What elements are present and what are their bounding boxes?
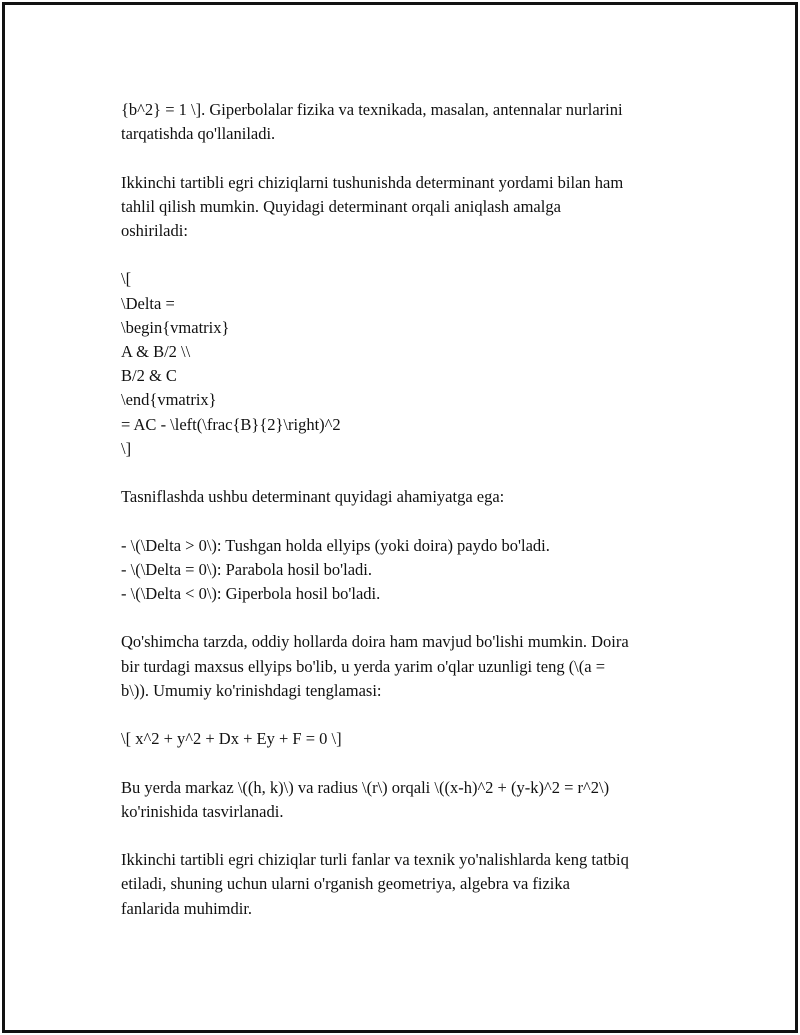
text-line: tarqatishda qo'llaniladi. (121, 124, 276, 144)
text-line: bir turdagi maxsus ellyips bo'lib, u yerda yarim o'qlar uzunligi teng (\(a = (121, 656, 606, 676)
paragraph-classification-intro (121, 485, 701, 509)
determinant-formula-block (121, 267, 701, 461)
text-line: oshiriladi: (121, 221, 188, 240)
paragraph-circle-center-radius (121, 776, 701, 824)
text-line: fanlarida muhimdir. (121, 898, 253, 918)
list-item: - \(\Delta < 0\): Giperbola hosil bo'ladi. (121, 584, 381, 603)
formula-line: \] (121, 438, 132, 458)
text-line: etiladi, shuning uchun ularni o'rganish geometriya, algebra va fizika (121, 874, 570, 894)
text-line: Tasniflashda ushbu determinant quyidagi ahamiyatga ega: (121, 487, 505, 507)
formula-line: \end{vmatrix} (121, 390, 217, 410)
text-line: Ikkinchi tartibli egri chiziqlar turli fanlar va texnik yo'nalishlarda keng tatbiq (121, 850, 629, 870)
circle-equation-block (121, 727, 701, 751)
paragraph-hyperbola-applications (121, 98, 701, 146)
paragraph-circle-description (121, 630, 701, 703)
formula-line: \[ (121, 269, 132, 289)
page-frame (2, 2, 798, 1033)
formula-line: B/2 & C (121, 366, 177, 386)
text-line: Bu yerda markaz \((h, k)\) va radius \(r\) orqali \((x-h)^2 + (y-k)^2 = r^2\) (121, 777, 610, 797)
list-item: - \(\Delta > 0\): Tushgan holda ellyips (yoki doira) paydo bo'ladi. (121, 535, 550, 555)
document-body (121, 98, 701, 945)
text-line: Ikkinchi tartibli egri chiziqlarni tushunishda determinant yordami bilan ham (121, 172, 624, 192)
formula-line: \begin{vmatrix} (121, 317, 230, 337)
formula-line: \[ x^2 + y^2 + Dx + Ey + F = 0 \] (121, 729, 342, 749)
text-line: b\)). Umumiy ko'rinishdagi tenglamasi: (121, 680, 382, 700)
paragraph-determinant-intro (121, 171, 701, 244)
formula-line: \Delta = (121, 293, 175, 313)
text-line: {b^2} = 1 \]. Giperbolalar fizika va texnikada, masalan, antennalar nurlarini (121, 100, 623, 119)
text-line: tahlil qilish mumkin. Quyidagi determinant orqali aniqlash amalga (121, 196, 561, 216)
paragraph-conclusion (121, 848, 701, 921)
formula-line: A & B/2 \\ (121, 342, 191, 361)
text-line: Qo'shimcha tarzda, oddiy hollarda doira ham mavjud bo'lishi mumkin. Doira (121, 632, 629, 652)
formula-line: = AC - \left(\frac{B}{2}\right)^2 (121, 414, 341, 434)
classification-list (121, 534, 701, 607)
text-line: ko'rinishida tasvirlanadi. (121, 801, 284, 821)
list-item: - \(\Delta = 0\): Parabola hosil bo'ladi. (121, 559, 373, 579)
